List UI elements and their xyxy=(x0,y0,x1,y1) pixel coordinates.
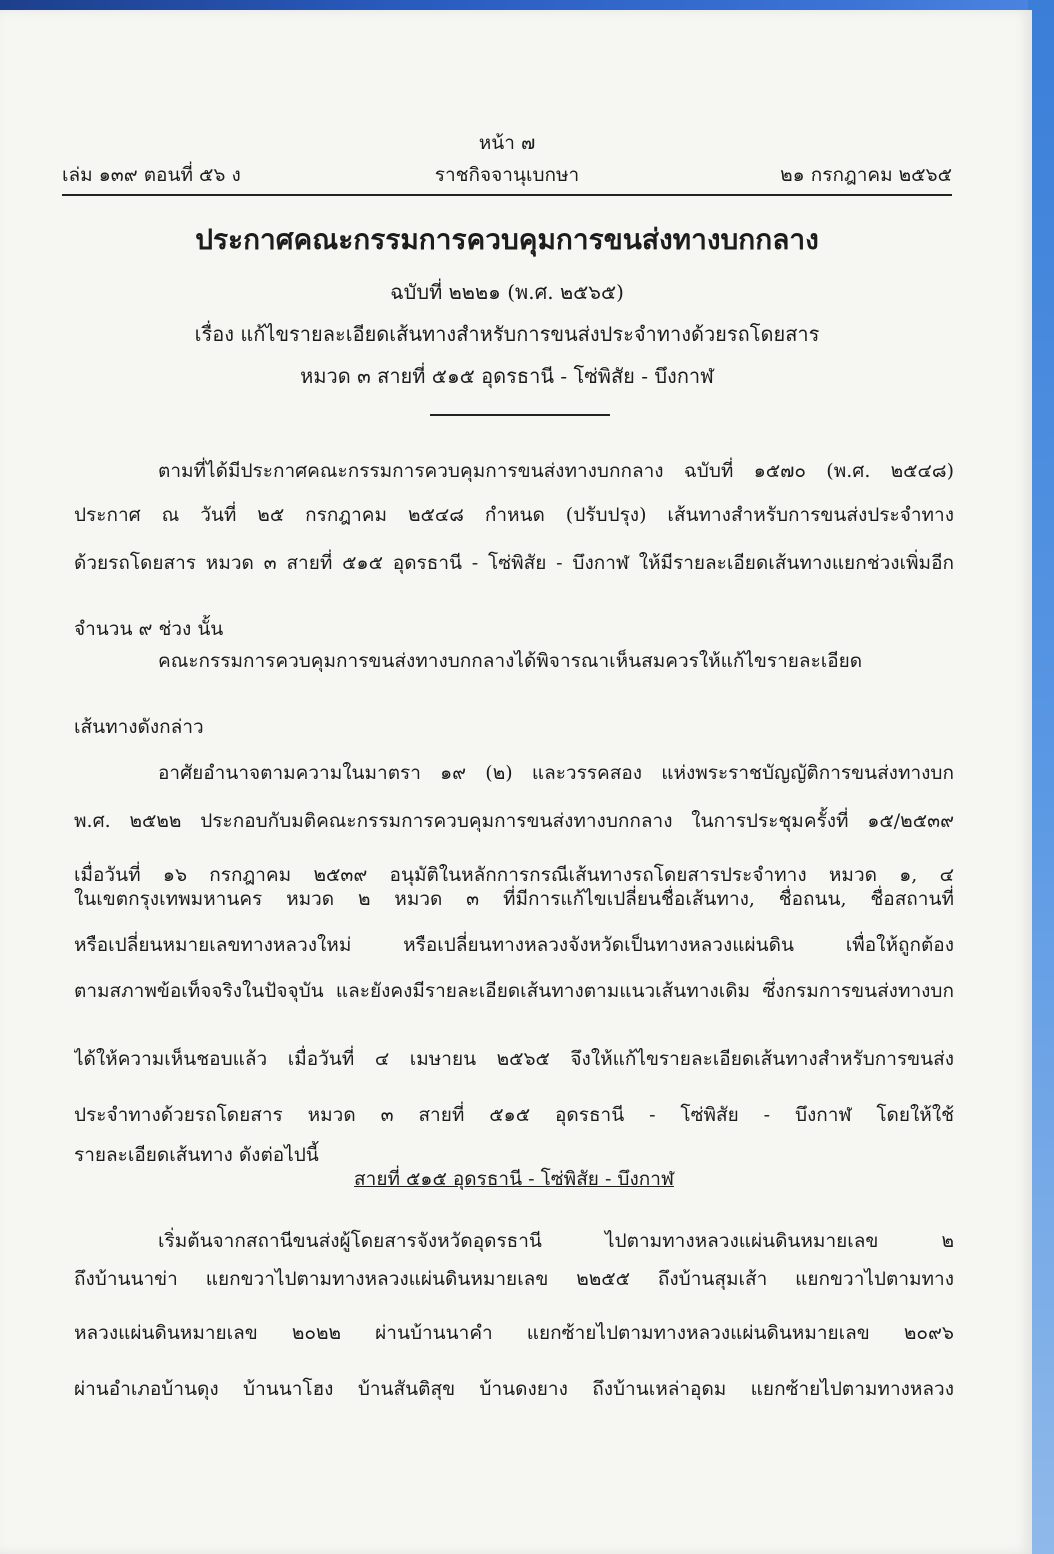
paragraph-line: พ.ศ. ๒๕๒๒ ประกอบกับมติคณะกรรมการควบคุมการขนส่งทางบกกลาง ในการประชุมครั้งที่ ๑๕/๒๕๓๙ xyxy=(74,810,954,832)
paragraph-line: ถึงบ้านนาข่า แยกขวาไปตามทางหลวงแผ่นดินหมายเลข ๒๒๕๕ ถึงบ้านสุมเส้า แยกขวาไปตามทาง xyxy=(74,1268,954,1290)
paragraph-line: ตามที่ได้มีประกาศคณะกรรมการควบคุมการขนส่งทางบกกลาง ฉบับที่ ๑๕๗๐ (พ.ศ. ๒๕๔๘) xyxy=(158,460,954,482)
route-heading-text: สายที่ ๕๑๕ อุดรธานี - โซ่พิสัย - บึงกาฬ xyxy=(354,1168,674,1190)
announcement-category: หมวด ๓ สายที่ ๕๑๕ อุดรธานี - โซ่พิสัย - บึงกาฬ xyxy=(300,364,714,388)
title-divider xyxy=(430,414,610,416)
volume-issue: เล่ม ๑๓๙ ตอนที่ ๕๖ ง xyxy=(62,164,241,186)
paragraph-line: รายละเอียดเส้นทาง ดังต่อไปนี้ xyxy=(74,1144,319,1166)
paragraph-line: ด้วยรถโดยสาร หมวด ๓ สายที่ ๕๑๕ อุดรธานี - โซ่พิสัย - บึงกาฬ ให้มีรายละเอียดเส้นทางแยกช่วงเพิ่มอีก xyxy=(74,552,954,574)
paragraph-line: หลวงแผ่นดินหมายเลข ๒๐๒๒ ผ่านบ้านนาคำ แยกซ้ายไปตามทางหลวงแผ่นดินหมายเลข ๒๐๙๖ xyxy=(74,1322,954,1344)
paragraph-line: อาศัยอำนาจตามความในมาตรา ๑๙ (๒) และวรรคสอง แห่งพระราชบัญญัติการขนส่งทางบก xyxy=(158,762,954,784)
publication-date: ๒๑ กรกฎาคม ๒๕๖๕ xyxy=(780,164,952,186)
paragraph-line: ผ่านอำเภอบ้านดุง บ้านนาโฮง บ้านสันติสุข บ้านดงยาง ถึงบ้านเหล่าอุดม แยกซ้ายไปตามทางหลวง xyxy=(74,1378,954,1400)
gazette-header xyxy=(62,128,952,198)
announcement-subject: เรื่อง แก้ไขรายละเอียดเส้นทางสำหรับการขนส่งประจำทางด้วยรถโดยสาร xyxy=(194,322,820,346)
paragraph-line: เส้นทางดังกล่าว xyxy=(74,716,204,738)
announcement-title: ประกาศคณะกรรมการควบคุมการขนส่งทางบกกลาง xyxy=(195,223,819,256)
paragraph-line: ประกาศ ณ วันที่ ๒๕ กรกฎาคม ๒๕๔๘ กำหนด (ปรับปรุง) เส้นทางสำหรับการขนส่งประจำทาง xyxy=(74,504,954,526)
header-divider xyxy=(62,194,952,196)
paragraph-line: ประจำทางด้วยรถโดยสาร หมวด ๓ สายที่ ๕๑๕ อุดรธานี - โซ่พิสัย - บึงกาฬ โดยให้ใช้ xyxy=(74,1104,954,1126)
paragraph-line: หรือเปลี่ยนหมายเลขทางหลวงใหม่ หรือเปลี่ยนทางหลวงจังหวัดเป็นทางหลวงแผ่นดิน เพื่อให้ถูกต้อง xyxy=(74,934,954,956)
paragraph-line: ได้ให้ความเห็นชอบแล้ว เมื่อวันที่ ๔ เมษายน ๒๕๖๕ จึงให้แก้ไขรายละเอียดเส้นทางสำหรับการขนส่ง xyxy=(74,1048,954,1070)
announcement-number: ฉบับที่ ๒๒๒๑ (พ.ศ. ๒๕๖๕) xyxy=(390,280,624,304)
paragraph-line: คณะกรรมการควบคุมการขนส่งทางบกกลางได้พิจารณาเห็นสมควรให้แก้ไขรายละเอียด xyxy=(158,650,863,672)
paragraph-line: จำนวน ๙ ช่วง นั้น xyxy=(74,618,224,640)
paragraph-line: ในเขตกรุงเทพมหานคร หมวด ๒ หมวด ๓ ที่มีการแก้ไขเปลี่ยนชื่อเส้นทาง, ชื่อถนน, ชื่อสถานที่ xyxy=(74,888,954,910)
page-number: หน้า ๗ xyxy=(478,132,536,154)
route-heading xyxy=(74,1164,954,1194)
paragraph-line: เริ่มต้นจากสถานีขนส่งผู้โดยสารจังหวัดอุดรธานี ไปตามทางหลวงแผ่นดินหมายเลข ๒ xyxy=(158,1230,954,1252)
paragraph-line: เมื่อวันที่ ๑๖ กรกฎาคม ๒๕๓๙ อนุมัติในหลักการกรณีเส้นทางรถโดยสารประจำทาง หมวด ๑, ๔ xyxy=(74,864,954,886)
paragraph-line: ตามสภาพข้อเท็จจริงในปัจจุบัน และยังคงมีรายละเอียดเส้นทางตามแนวเส้นทางเดิม ซึ่งกรมการขนส่งทางบก xyxy=(74,980,954,1002)
publication-name: ราชกิจจานุเบกษา xyxy=(434,164,580,186)
